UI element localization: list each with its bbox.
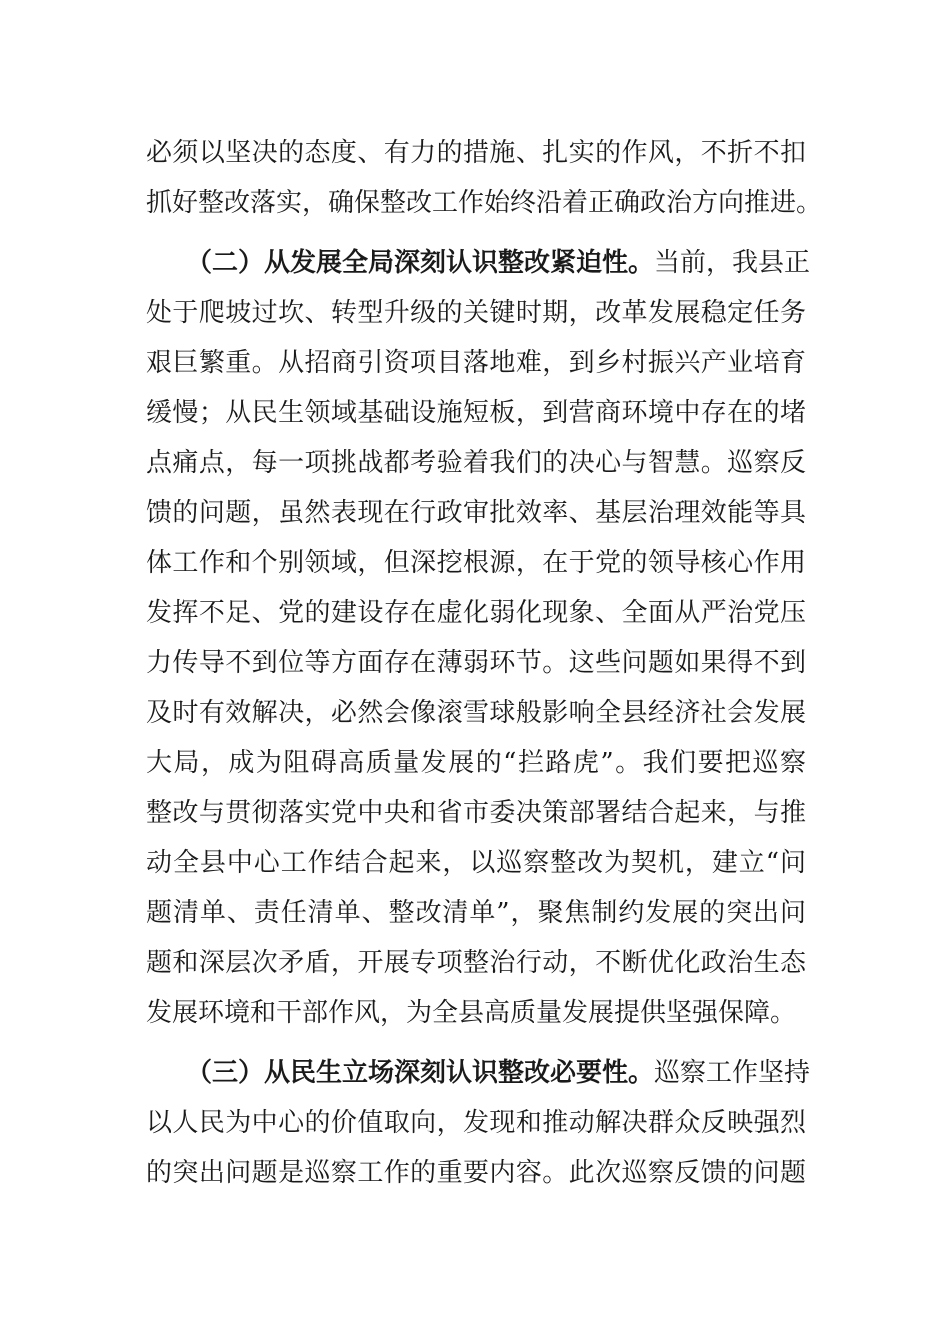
text-line: 力传导不到位等方面存在薄弱环节。这些问题如果得不到: [146, 648, 806, 678]
text-line: 大局，成为阻碍高质量发展的“拦路虎”。我们要把巡察: [146, 748, 806, 778]
text-line: 题清单、责任清单、整改清单”，聚焦制约发展的突出问: [146, 898, 806, 928]
paragraph-first-line: [186, 1053, 811, 1093]
text-line: 以人民为中心的价值取向，发现和推动解决群众反映强烈: [146, 1108, 806, 1138]
section-heading: （三）从民生立场深刻认识整改必要性。: [186, 1058, 655, 1088]
text-line: 发挥不足、党的建设存在虚化弱化现象、全面从严治党压: [146, 598, 806, 628]
text-line: 抓好整改落实，确保整改工作始终沿着正确政治方向推进。: [146, 188, 823, 218]
text-line: 点痛点，每一项挑战都考验着我们的决心与智慧。巡察反: [146, 448, 806, 478]
text-line: 处于爬坡过坎、转型升级的关键时期，改革发展稳定任务: [146, 298, 806, 328]
text-line: 整改与贯彻落实党中央和省市委决策部署结合起来，与推: [146, 798, 806, 828]
text-line: 缓慢；从民生领域基础设施短板，到营商环境中存在的堵: [146, 398, 806, 428]
text-segment: 巡察工作坚持: [654, 1058, 811, 1088]
text-line: 必须以坚决的态度、有力的措施、扎实的作风，不折不扣: [146, 138, 806, 168]
text-line: 馈的问题，虽然表现在行政审批效率、基层治理效能等具: [146, 498, 806, 528]
text-line: 体工作和个别领域，但深挖根源，在于党的领导核心作用: [146, 548, 806, 578]
section-heading: （二）从发展全局深刻认识整改紧迫性。: [186, 248, 655, 278]
paragraph-first-line: [186, 243, 811, 283]
text-line: 及时有效解决，必然会像滚雪球般影响全县经济社会发展: [146, 698, 806, 728]
text-line: 动全县中心工作结合起来，以巡察整改为契机，建立“问: [146, 848, 806, 878]
text-segment: 当前，我县正: [654, 248, 811, 278]
text-line: 艰巨繁重。从招商引资项目落地难，到乡村振兴产业培育: [146, 348, 806, 378]
text-line: 的突出问题是巡察工作的重要内容。此次巡察反馈的问题: [146, 1158, 806, 1188]
text-line: 发展环境和干部作风，为全县高质量发展提供坚强保障。: [146, 998, 797, 1028]
text-line: 题和深层次矛盾，开展专项整治行动，不断优化政治生态: [146, 948, 806, 978]
